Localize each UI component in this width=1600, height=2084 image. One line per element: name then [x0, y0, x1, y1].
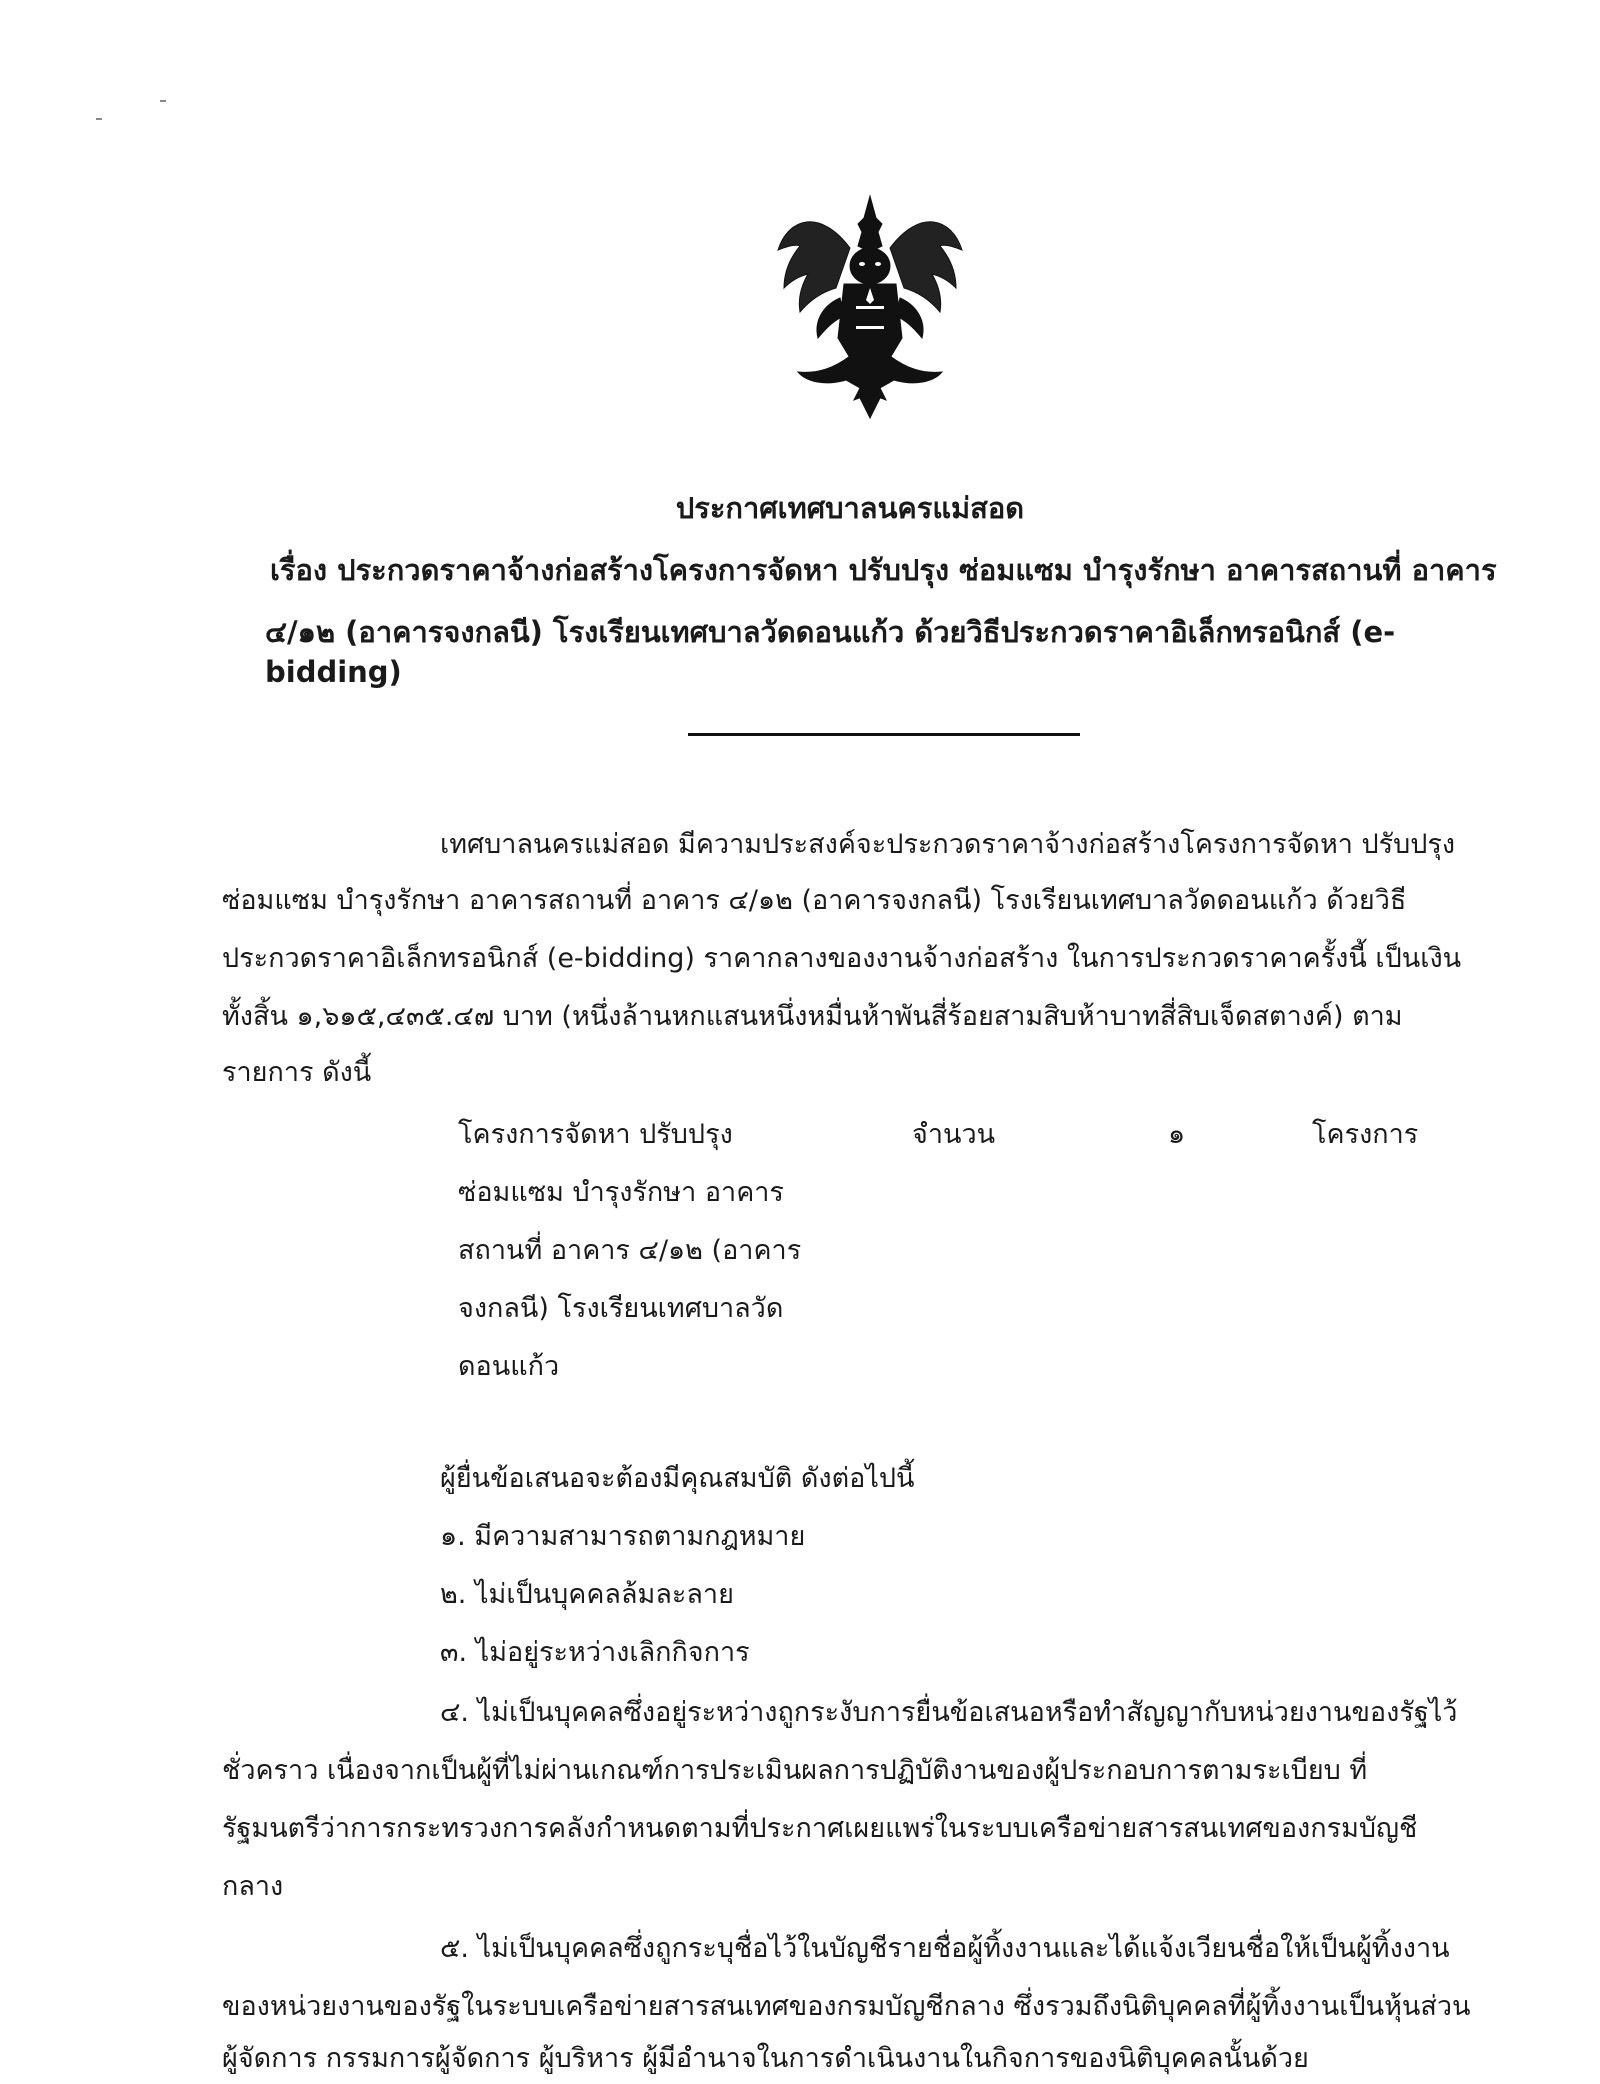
item-description-line: สถานที่ อาคาร ๔/๑๒ (อาคาร	[458, 1235, 802, 1266]
qualifications-heading: ผู้ยื่นข้อเสนอจะต้องมีคุณสมบัติ ดังต่อไปนี้	[440, 1463, 915, 1494]
title-divider	[688, 733, 1080, 736]
item-quantity-label: จำนวน	[912, 1119, 996, 1150]
announcement-subject-line-2: ๔/๑๒ (อาคารจงกลนี) โรงเรียนเทศบาลวัดดอนแก้ว ด้วยวิธีประกวดราคาอิเล็กทรอนิกส์ (e-bidding)	[265, 615, 1396, 689]
scan-speck	[96, 118, 102, 120]
item-description-line: ซ่อมแซม บำรุงรักษา อาคาร	[458, 1177, 784, 1208]
qualification-item: ๓. ไม่อยู่ระหว่างเลิกกิจการ	[440, 1637, 750, 1668]
item-description-line: โครงการจัดหา ปรับปรุง	[458, 1119, 733, 1150]
qualification-item: ๒. ไม่เป็นบุคคลล้มละลาย	[440, 1579, 734, 1610]
scan-speck	[160, 100, 166, 102]
garuda-emblem-icon	[770, 188, 970, 420]
item-unit: โครงการ	[1312, 1119, 1419, 1150]
intro-line: ประกวดราคาอิเล็กทรอนิกส์ (e-bidding) ราคากลางของงานจ้างก่อสร้าง ในการประกวดราคาครั้งนี้ เป็นเงิน	[222, 943, 1462, 974]
qualification-item-continued: ผู้จัดการ กรรมการผู้จัดการ ผู้บริหาร ผู้มีอำนาจในการดำเนินงานในกิจการของนิติบุคคลนั้นด้วย	[222, 2043, 1309, 2074]
qualification-item: ๔. ไม่เป็นบุคคลซึ่งอยู่ระหว่างถูกระงับการยื่นข้อเสนอหรือทำสัญญากับหน่วยงานของรัฐไว้	[440, 1697, 1458, 1728]
intro-line: ทั้งสิ้น ๑,๖๑๕,๔๓๕.๔๗ บาท (หนึ่งล้านหกแสนหนึ่งหมื่นห้าพันสี่ร้อยสามสิบห้าบาทสี่สิบเจ็ดสตางค์) ตาม	[222, 1001, 1403, 1032]
qualification-item-continued: กลาง	[222, 1871, 284, 1902]
announcement-subject-line-1: เรื่อง ประกวดราคาจ้างก่อสร้างโครงการจัดหา ปรับปรุง ซ่อมแซม บำรุงรักษา อาคารสถานที่ อาคาร	[270, 553, 1497, 587]
intro-line: เทศบาลนครแม่สอด มีความประสงค์จะประกวดราคาจ้างก่อสร้างโครงการจัดหา ปรับปรุง	[440, 829, 1456, 860]
announcement-title: ประกาศเทศบาลนครแม่สอด	[675, 491, 1025, 525]
qualification-item-continued: ของหน่วยงานของรัฐในระบบเครือข่ายสารสนเทศของกรมบัญชีกลาง ซึ่งรวมถึงนิติบุคคลที่ผู้ทิ้งงานเป็นหุ้นส่วน	[222, 1991, 1471, 2022]
item-quantity: ๑	[1168, 1119, 1186, 1150]
intro-line: รายการ ดังนี้	[222, 1057, 372, 1088]
item-description-line: ดอนแก้ว	[458, 1351, 560, 1382]
qualification-item: ๑. มีความสามารถตามกฎหมาย	[440, 1521, 806, 1552]
qualification-item-continued: รัฐมนตรีว่าการกระทรวงการคลังกำหนดตามที่ประกาศเผยแพร่ในระบบเครือข่ายสารสนเทศของกรมบัญชี	[222, 1813, 1418, 1844]
item-description-line: จงกลนี) โรงเรียนเทศบาลวัด	[458, 1293, 784, 1324]
intro-line: ซ่อมแซม บำรุงรักษา อาคารสถานที่ อาคาร ๔/๑๒ (อาคารจงกลนี) โรงเรียนเทศบาลวัดดอนแก้ว ด้วยวิธี	[222, 885, 1407, 916]
qualification-item: ๕. ไม่เป็นบุคคลซึ่งถูกระบุชื่อไว้ในบัญชีรายชื่อผู้ทิ้งงานและได้แจ้งเวียนชื่อให้เป็นผู้ทิ้งงาน	[440, 1933, 1450, 1964]
qualification-item-continued: ชั่วคราว เนื่องจากเป็นผู้ที่ไม่ผ่านเกณฑ์การประเมินผลการปฏิบัติงานของผู้ประกอบการตามระเบียบ ที่	[222, 1755, 1368, 1786]
